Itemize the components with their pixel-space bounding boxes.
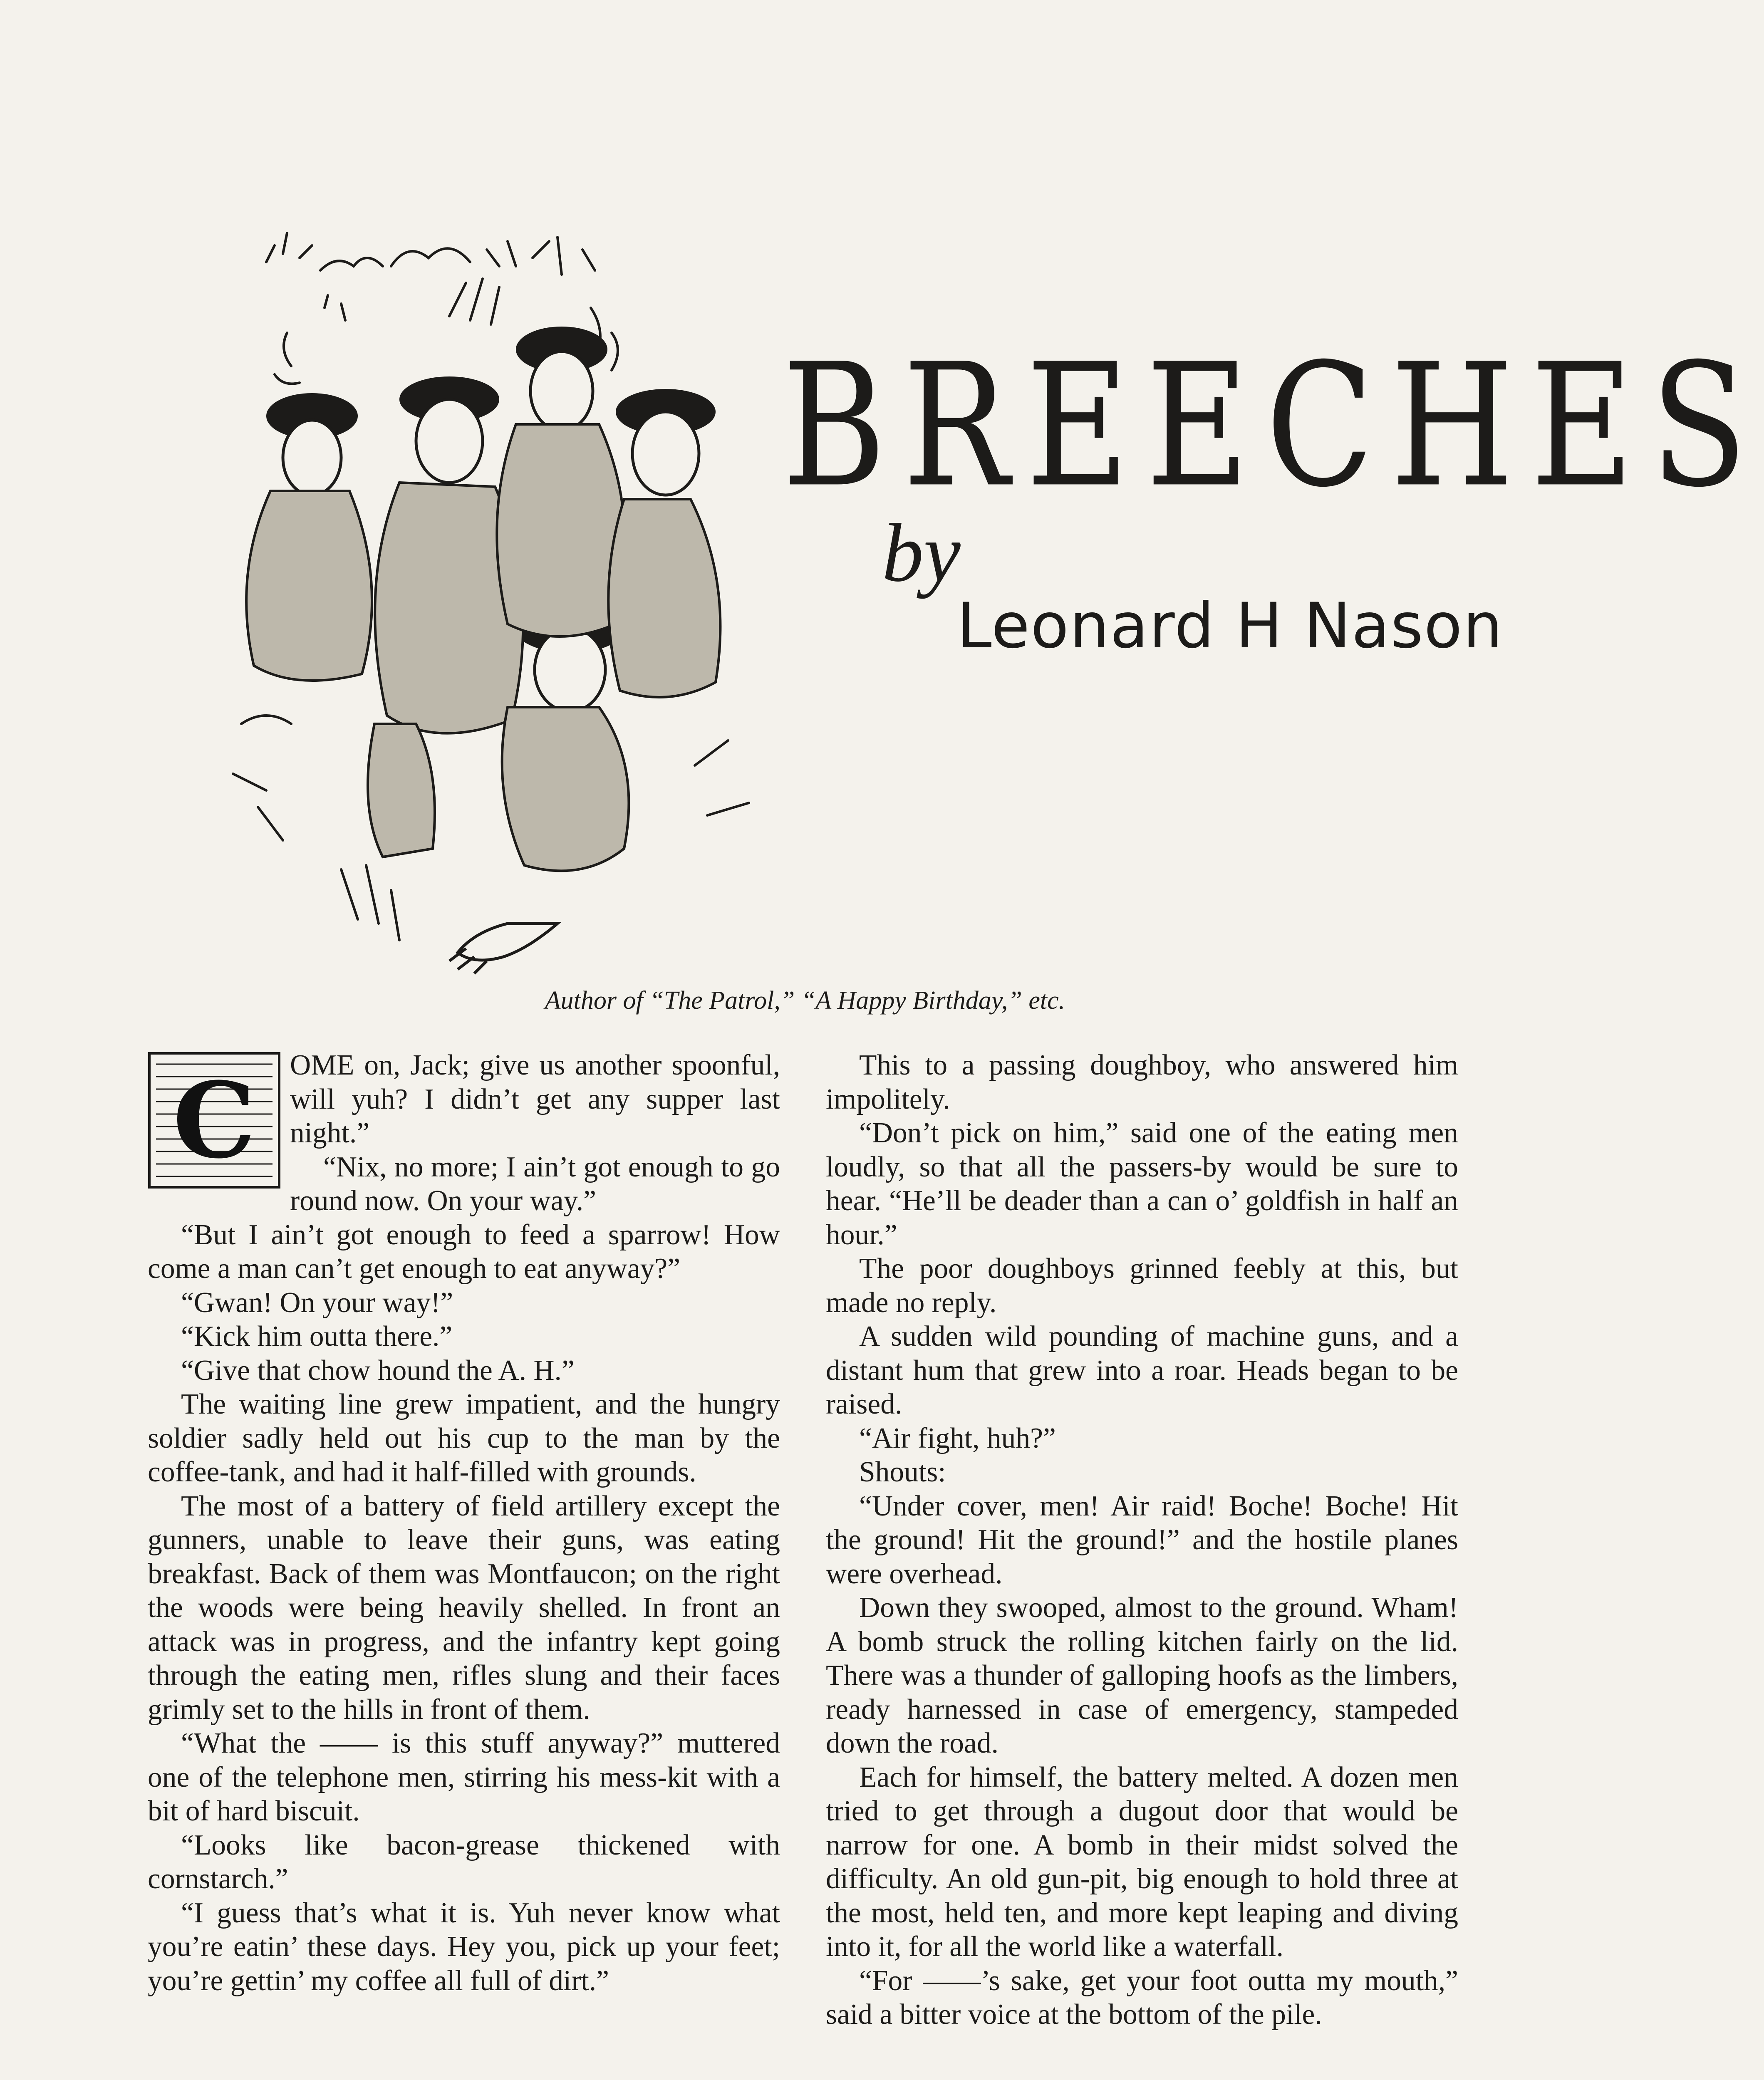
paragraph: “Nix, no more; I ain’t got enough to go round now. On your way.” — [290, 1151, 780, 1217]
drop-cap — [148, 1052, 281, 1189]
paragraph: Shouts: — [859, 1456, 946, 1488]
paragraph: “Air fight, huh?” — [859, 1422, 1056, 1454]
right-column — [826, 1048, 1458, 2032]
author-credit: Author of “The Patrol,” “A Happy Birthday,” etc. — [545, 986, 1065, 1015]
paragraph: A sudden wild pounding of machine guns, and a distant hum that grew into a roar. Heads began to be raised. — [826, 1320, 1458, 1420]
paragraph: “For ——’s sake, get your foot outta my mouth,” said a bitter voice at the bottom of the pile. — [826, 1964, 1458, 2030]
paragraph: The poor doughboys grinned feebly at this, but made no reply. — [826, 1253, 1458, 1319]
paragraph: Each for himself, the battery melted. A dozen men tried to get through a dugout door that would be narrow for one. A bomb in their midst solved the difficulty. An old gun-pit, big enough to hold three at the most, held ten, and more kept leaping and diving into it, for all the world like a waterfall. — [826, 1761, 1458, 1963]
soldiers-drawing — [216, 225, 799, 994]
paragraph: “I guess that’s what it is. Yuh never know what you’re eatin’ these days. Hey you, pick up your feet; you’re gettin’ my coffee all full of dirt.” — [148, 1897, 780, 1997]
soldiers-illustration — [216, 225, 799, 994]
paragraph: Down they swooped, almost to the ground. Wham! A bomb struck the rolling kitchen fairly on the lid. There was a thunder of galloping hoofs as the limbers, ready harnessed in case of emergency, stampeded down the road. — [826, 1592, 1458, 1759]
title-block — [782, 327, 1764, 716]
paragraph: “Don’t pick on him,” said one of the eating men loudly, so that all the passers-by would be sure to hear. “He’ll be deader than a can o’ goldfish in half an hour.” — [826, 1117, 1458, 1251]
paragraph: “Looks like bacon-grease thickened with cornstarch.” — [148, 1829, 780, 1895]
paragraph: This to a passing doughboy, who answered him impolitely. — [826, 1049, 1458, 1115]
story-title: BREECHES — [782, 327, 1764, 525]
paragraph: “Give that chow hound the A. H.” — [181, 1354, 575, 1387]
drop-cap-letter: C — [173, 1059, 256, 1181]
paragraph: The waiting line grew impatient, and the hungry soldier sadly held out his cup to the man by the coffee-tank, and had it half-filled with grounds. — [148, 1388, 780, 1488]
paragraph: “What the —— is this stuff anyway?” muttered one of the telephone men, stirring his mess-kit with a bit of hard biscuit. — [148, 1727, 780, 1827]
author-name: Leonard H Nason — [957, 590, 1504, 662]
byline-by: by — [882, 507, 961, 599]
paragraph: “But I ain’t got enough to feed a sparrow! How come a man can’t get enough to eat anyway?” — [148, 1218, 780, 1285]
left-column — [148, 1048, 780, 1998]
paragraph: “Gwan! On your way!” — [181, 1286, 453, 1319]
paragraph: “Under cover, men! Air raid! Boche! Boche! Hit the ground! Hit the ground!” and the hostile planes were overhead. — [826, 1490, 1458, 1590]
paragraph: The most of a battery of field artillery except the gunners, unable to leave their guns, was eating breakfast. Back of them was Montfaucon; on the right the woods were being heavily shelled. In front an attack was in progress, and the infantry kept going through the eating men, rifles slung and their faces grimly set to the hills in front of them. — [148, 1490, 780, 1726]
paragraph: “Kick him outta there.” — [181, 1320, 453, 1352]
paragraph: OME on, Jack; give us another spoonful, will yuh? I didn’t get any supper last night.” — [290, 1049, 780, 1149]
